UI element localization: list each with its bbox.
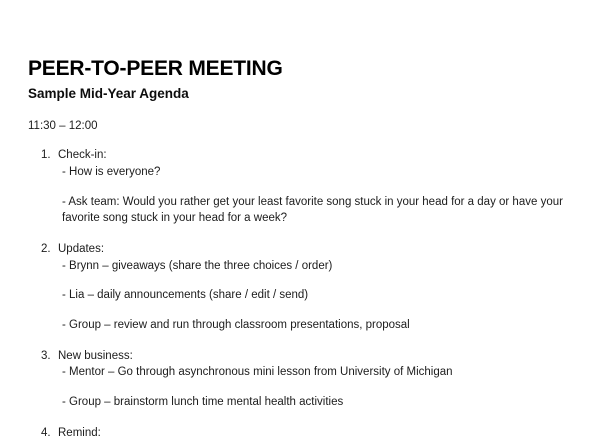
agenda-sub-item: - Group – review and run through classroom presentations, proposal	[62, 319, 410, 332]
agenda-sub-item: - Mentor – Go through asynchronous mini lesson from University of Michigan	[62, 366, 453, 379]
agenda-sub-item: - Ask team: Would you rather get your least favorite song stuck in your head for a day or have your favorite song stuck in your head for a week?	[62, 195, 563, 225]
agenda-item-number: 4.	[41, 426, 51, 439]
agenda-item	[28, 241, 567, 334]
agenda-sub-list	[58, 364, 567, 410]
agenda-item	[28, 147, 567, 227]
agenda-item-number: 3.	[41, 349, 51, 362]
agenda-sub-item: - How is everyone?	[62, 165, 161, 178]
agenda-item-heading: New business:	[58, 349, 133, 362]
agenda-sub-item: - Lia – daily announcements (share / edit / send)	[62, 289, 309, 302]
agenda-item	[28, 425, 567, 441]
page-title: PEER-TO-PEER MEETING	[28, 57, 283, 80]
agenda-item	[28, 348, 567, 411]
page-subtitle: Sample Mid-Year Agenda	[28, 85, 189, 101]
agenda-item-heading: Remind:	[58, 426, 101, 439]
agenda-item-number: 2.	[41, 243, 51, 255]
agenda-item-heading: Updates:	[58, 243, 105, 255]
agenda-sub-item: - Brynn – giveaways (share the three choices / order)	[62, 259, 333, 272]
agenda-sub-item: - Group – brainstorm lunch time mental health activities	[62, 396, 344, 409]
agenda-sub-list	[58, 258, 567, 334]
agenda-item-number: 1.	[41, 149, 51, 162]
meeting-time-range: 11:30 – 12:00	[28, 119, 98, 132]
agenda-sub-list	[58, 164, 567, 227]
agenda-item-heading: Check-in:	[58, 149, 107, 162]
agenda-list	[28, 147, 567, 441]
